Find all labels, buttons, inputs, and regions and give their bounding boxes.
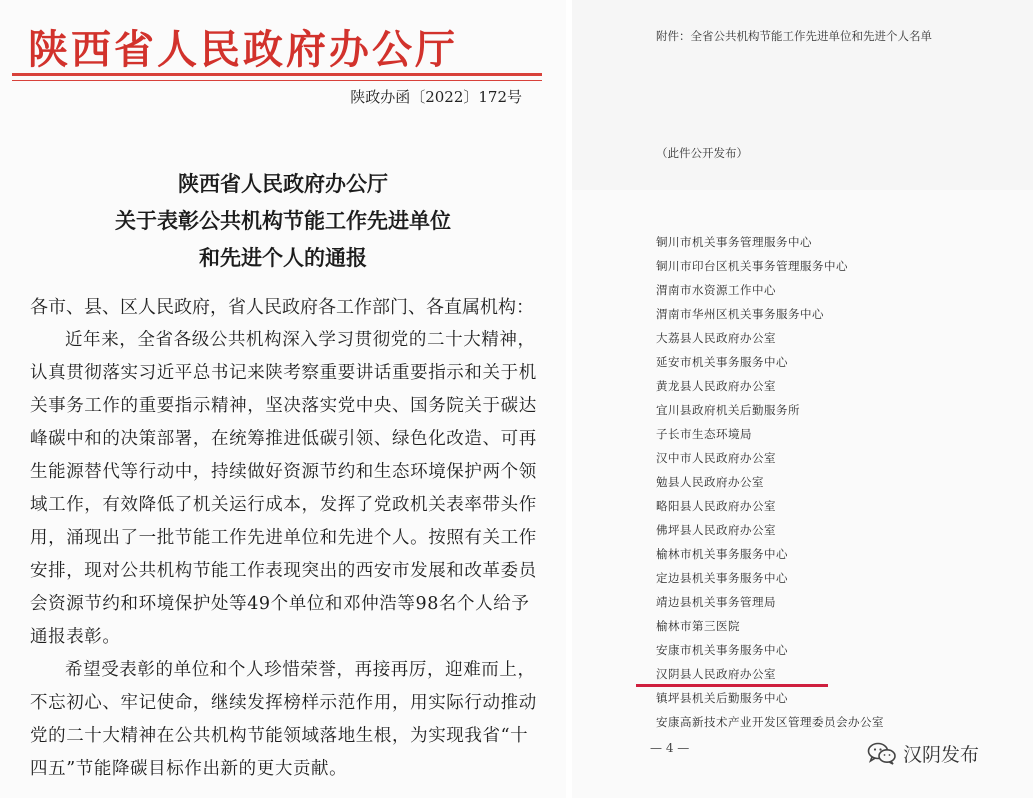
attachment-title: 附件：全省公共机构节能工作先进单位和先进个人名单: [656, 29, 932, 43]
body-line: 近年来，全省各级公共机构深入学习贯彻党的二十大精神，: [65, 330, 536, 350]
body-line: 认真贯彻落实习近平总书记来陕考察重要讲话重要指示和关于机: [30, 363, 537, 383]
body-line: 峰碳中和的决策部署，在统筹推进低碳引领、绿色化改造、可再: [30, 429, 537, 449]
wechat-icon: [867, 741, 897, 765]
unit-list-item: 榆林市第三医院: [656, 619, 740, 633]
body-line: 希望受表彰的单位和个人珍惜荣誉，再接再厉，迎难而上，: [65, 660, 536, 680]
heading-line-1: 陕西省人民政府办公厅: [178, 171, 388, 196]
unit-list-item: 子长市生态环境局: [656, 427, 752, 441]
body-line: 四五”节能降碳目标作出新的更大贡献。: [30, 759, 348, 779]
red-rule: [12, 73, 542, 76]
body-line: 安排，现对公共机构节能工作表现突出的西安市发展和改革委员: [30, 561, 537, 581]
unit-list-item: 靖边县机关事务管理局: [656, 595, 776, 609]
unit-list-item: 榆林市机关事务服务中心: [656, 547, 788, 561]
unit-list-item: 安康市机关事务服务中心: [656, 643, 788, 657]
page-number: — 4 —: [650, 741, 690, 755]
body-line: 会资源节约和环境保护处等49个单位和邓仲浩等98名个人给予: [30, 594, 530, 614]
unit-list-item: 镇坪县机关后勤服务中心: [656, 691, 788, 705]
unit-list-item: 略阳县人民政府办公室: [656, 499, 776, 513]
watermark-text: 汉阴发布: [903, 743, 980, 766]
unit-list-item: 铜川市机关事务管理服务中心: [656, 235, 812, 249]
red-rule-thin: [12, 80, 542, 81]
body-line: 党的二十大精神在公共机构节能领域落地生根，为实现我省“十: [30, 726, 529, 746]
heading-line-2: 关于表彰公共机构节能工作先进单位: [115, 208, 451, 233]
body-line: 用，涌现出了一批节能工作先进单位和先进个人。按照有关工作: [30, 528, 537, 548]
document-number: 陕政办函〔2022〕172号: [350, 88, 522, 106]
body-line: 生能源替代等行动中，持续做好资源节约和生态环境保护两个领: [30, 462, 537, 482]
heading-line-3: 和先进个人的通报: [199, 245, 367, 270]
addressee: 各市、县、区人民政府，省人民政府各工作部门、各直属机构：: [30, 297, 534, 318]
unit-list-item: 安康高新技术产业开发区管理委员会办公室: [656, 715, 884, 729]
unit-list-item: 黄龙县人民政府办公室: [656, 379, 776, 393]
right-page-bottom: [572, 190, 1033, 798]
watermark: [867, 738, 979, 768]
unit-list-item: 汉中市人民政府办公室: [656, 451, 776, 465]
unit-list-item: 铜川市印台区机关事务管理服务中心: [656, 259, 848, 273]
unit-list-item: 宜川县政府机关后勤服务所: [656, 403, 800, 417]
unit-list-item: 渭南市华州区机关事务服务中心: [656, 307, 824, 321]
unit-list-item: 渭南市水资源工作中心: [656, 283, 776, 297]
unit-list-item: 勉县人民政府办公室: [656, 475, 764, 489]
org-title: 陕西省人民政府办公厅: [28, 26, 458, 73]
unit-list-item: 大荔县人民政府办公室: [656, 331, 776, 345]
unit-list-item: 定边县机关事务服务中心: [656, 571, 788, 585]
unit-list-item-highlighted: 汉阴县人民政府办公室: [656, 667, 776, 681]
public-note: （此件公开发布）: [656, 146, 748, 160]
body-line: 不忘初心、牢记使命，继续发挥榜样示范作用，用实际行动推动: [30, 693, 537, 713]
body-line: 域工作，有效降低了机关运行成本，发挥了党政机关表率带头作: [30, 495, 537, 515]
body-line: 通报表彰。: [30, 627, 121, 647]
unit-list-item: 延安市机关事务服务中心: [656, 355, 788, 369]
highlight-underline: [636, 684, 828, 687]
body-line: 关事务工作的重要指示精神，坚决落实党中央、国务院关于碳达: [30, 396, 537, 416]
unit-list-item: 佛坪县人民政府办公室: [656, 523, 776, 537]
